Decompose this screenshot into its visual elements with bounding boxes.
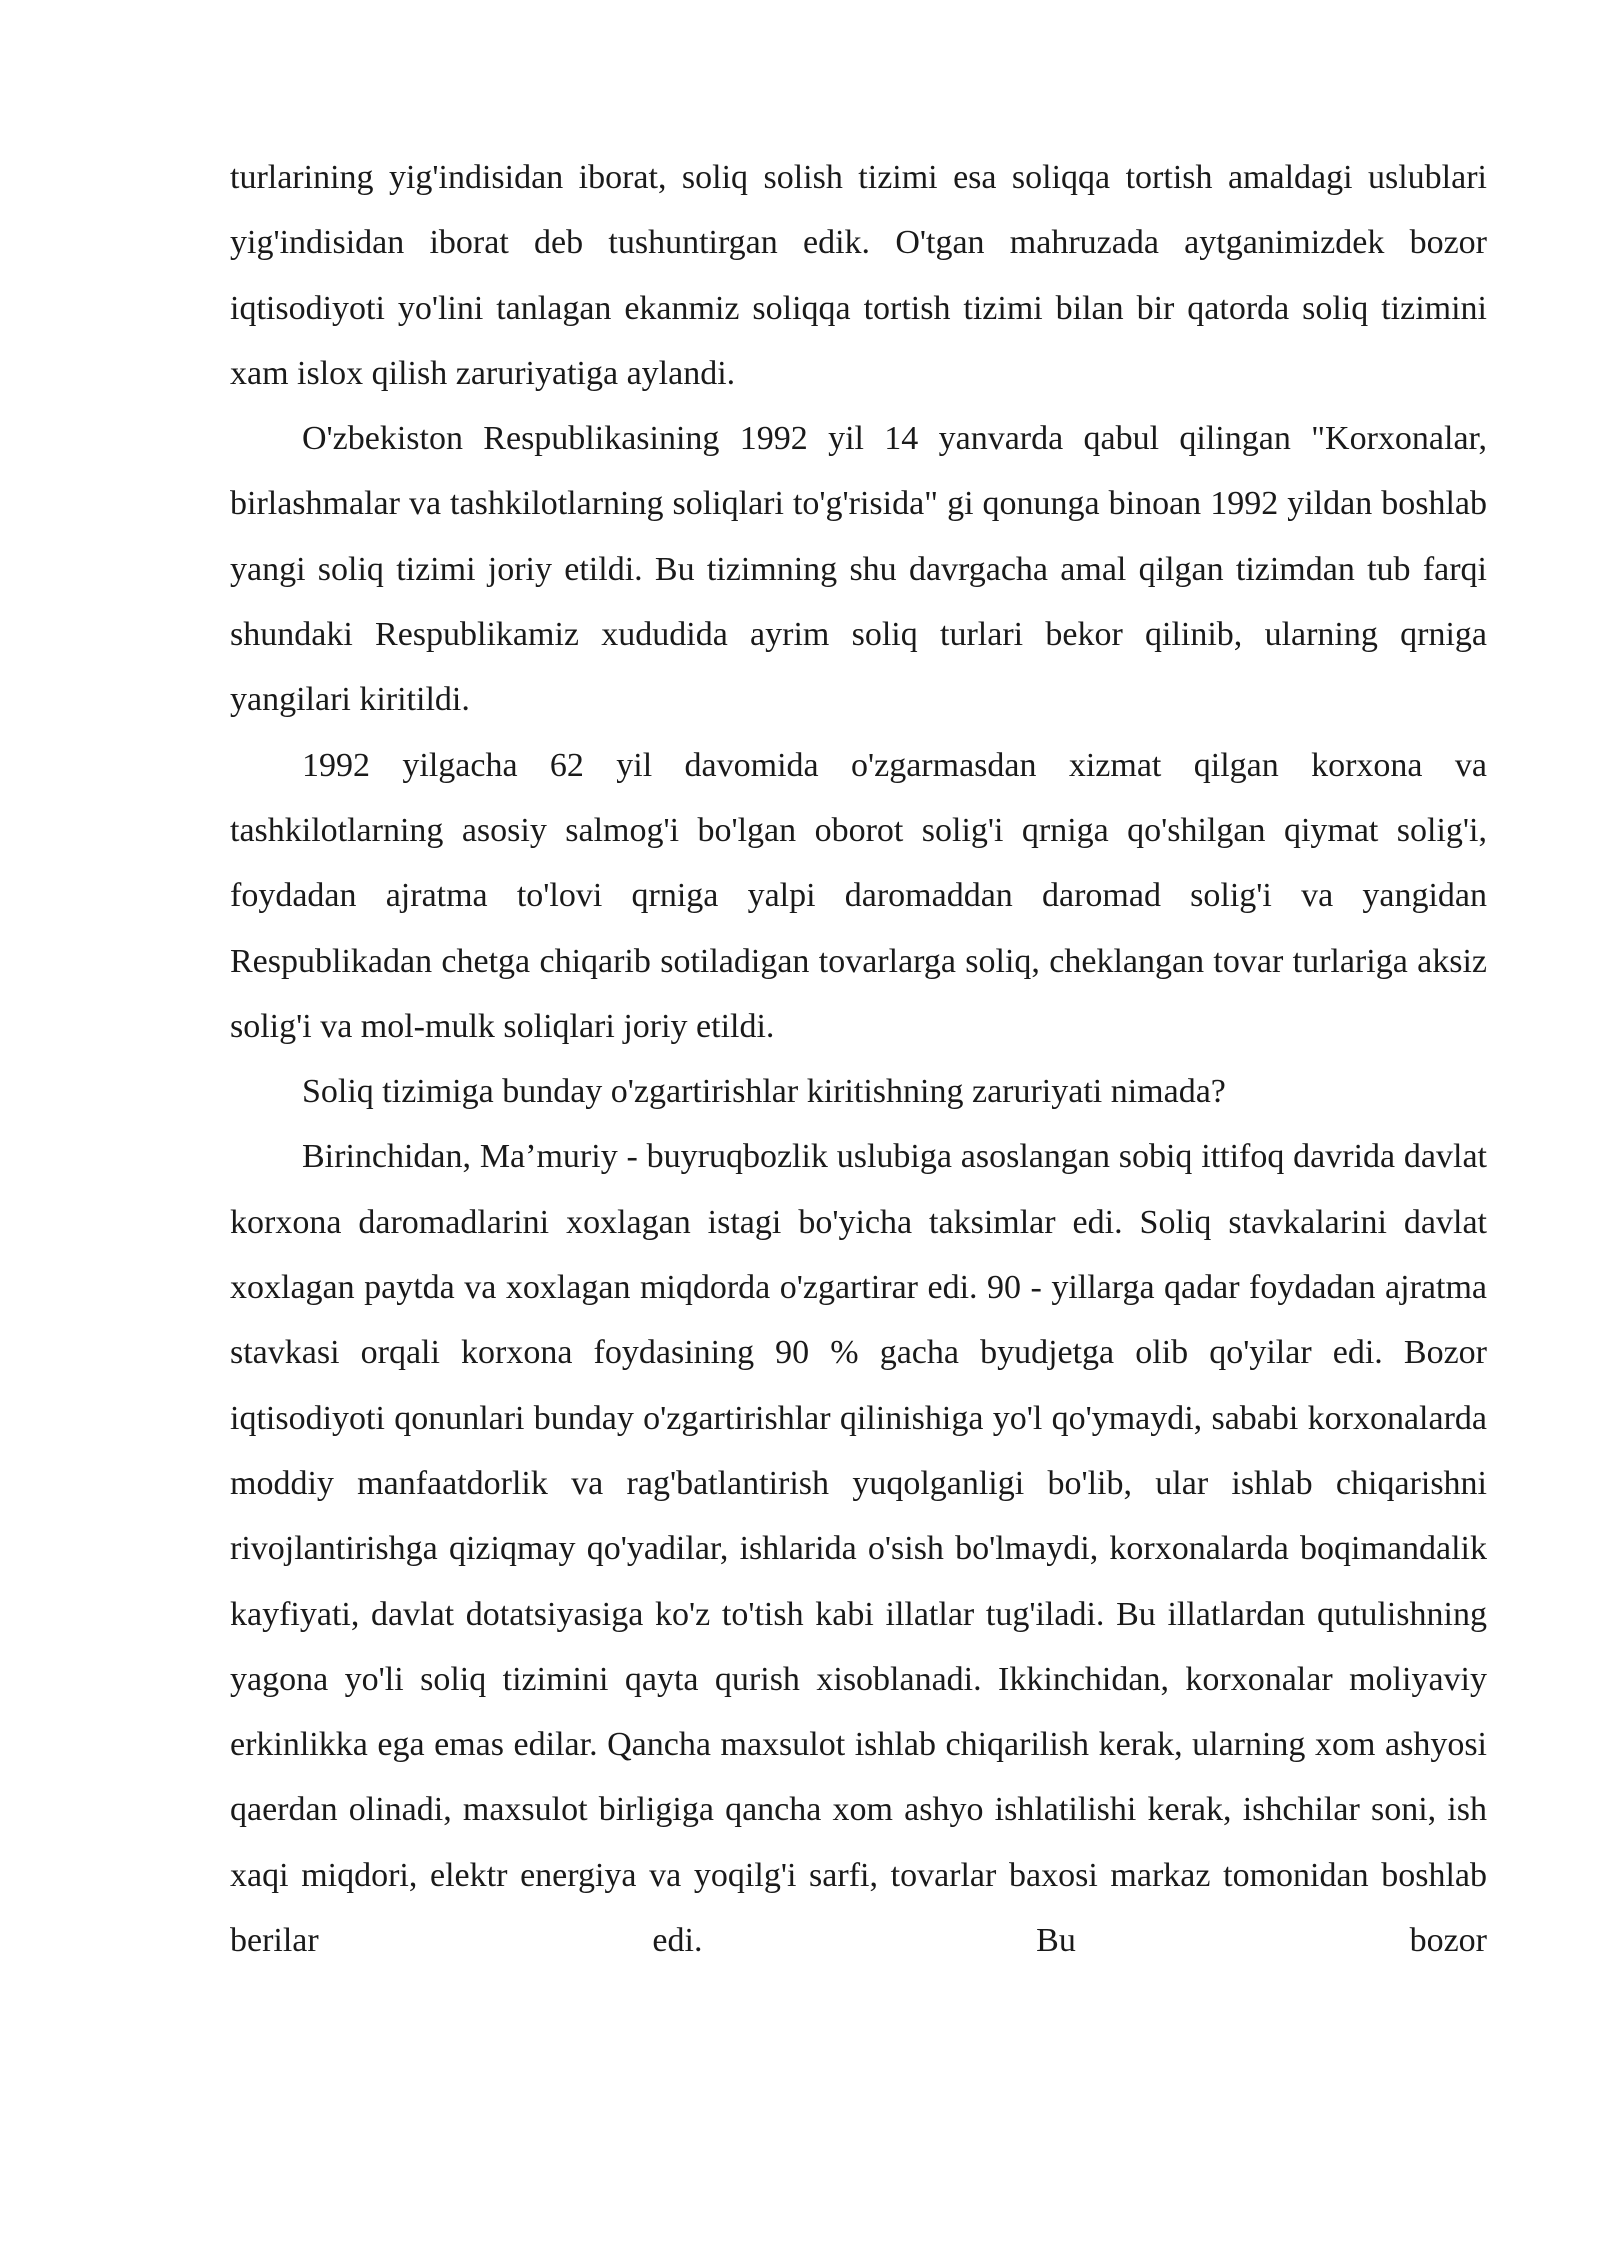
- document-page: [230, 145, 1487, 1973]
- paragraph-4: Soliq tizimiga bunday o'zgartirishlar kiritishning zaruriyati nimada?: [302, 1073, 1226, 1111]
- paragraph-3: 1992 yilgacha 62 yil davomida o'zgarmasdan xizmat qilgan korxona va tashkilotlarning asosiy salmog'i bo'lgan oborot solig'i qrniga qo'shilgan qiymat solig'i, foydadan ajratma to'lovi qrniga yalpi daromaddan daromad solig'i va yangidan Respublikadan chetga chiqarib sotiladigan tovarlarga soliq, cheklangan tovar turlariga aksiz solig'i va mol-mulk soliqlari joriy etildi.: [230, 746, 1487, 1045]
- paragraph-2: O'zbekiston Respublikasining 1992 yil 14 yanvarda qabul qilingan "Korxonalar, birlashmalar va tashkilotlarning soliqlari to'g'risida" gi qonunga binoan 1992 yildan boshlab yangi soliq tizimi joriy etildi. Bu tizimning shu davrgacha amal qilgan tizimdan tub farqi shundaki Respublikamiz xududida ayrim soliq turlari bekor qilinib, ularning qrniga yangilari kiritildi.: [230, 420, 1487, 719]
- paragraph-1: turlarining yig'indisidan iborat, soliq solish tizimi esa soliqqa tortish amaldagi uslublari yig'indisidan iborat deb tushuntirgan edik. O'tgan mahruzada aytganimizdek bozor iqtisodiyoti yo'lini tanlagan ekanmiz soliqqa tortish tizimi bilan bir qatorda soliq tizimini xam islox qilish zaruriyatiga aylandi.: [230, 159, 1487, 392]
- paragraph-5: Birinchidan, Ma’muriy - buyruqbozlik uslubiga asoslangan sobiq ittifoq davrida davlat korxona daromadlarini xoxlagan istagi bo'yicha taksimlar edi. Soliq stavkalarini davlat xoxlagan paytda va xoxlagan miqdorda o'zgartirar edi. 90 - yillarga qadar foydadan ajratma stavkasi orqali korxona foydasining 90 % gacha byudjetga olib qo'yilar edi. Bozor iqtisodiyoti qonunlari bunday o'zgartirishlar qilinishiga yo'l qo'ymaydi, sababi korxonalarda moddiy manfaatdorlik va rag'batlantirish yuqolganligi bo'lib, ular ishlab chiqarishni rivojlantirishga qiziqmay qo'yadilar, ishlarida o'sish bo'lmaydi, korxonalarda boqimandalik kayfiyati, davlat dotatsiyasiga ko'z to'tish kabi illatlar tug'iladi. Bu illatlardan qutulishning yagona yo'li soliq tizimini qayta qurish xisoblanadi. Ikkinchidan, korxonalar moliyaviy erkinlikka ega emas edilar. Qancha maxsulot ishlab chiqarilish kerak, ularning xom ashyosi qaerdan olinadi, maxsulot birligiga qancha xom ashyo ishlatilishi kerak, ishchilar soni, ish xaqi miqdori, elektr energiya va yoqilg'i sarfi, tovarlar baxosi markaz tomonidan boshlab berilar edi. Bu bozor: [230, 1138, 1487, 1960]
